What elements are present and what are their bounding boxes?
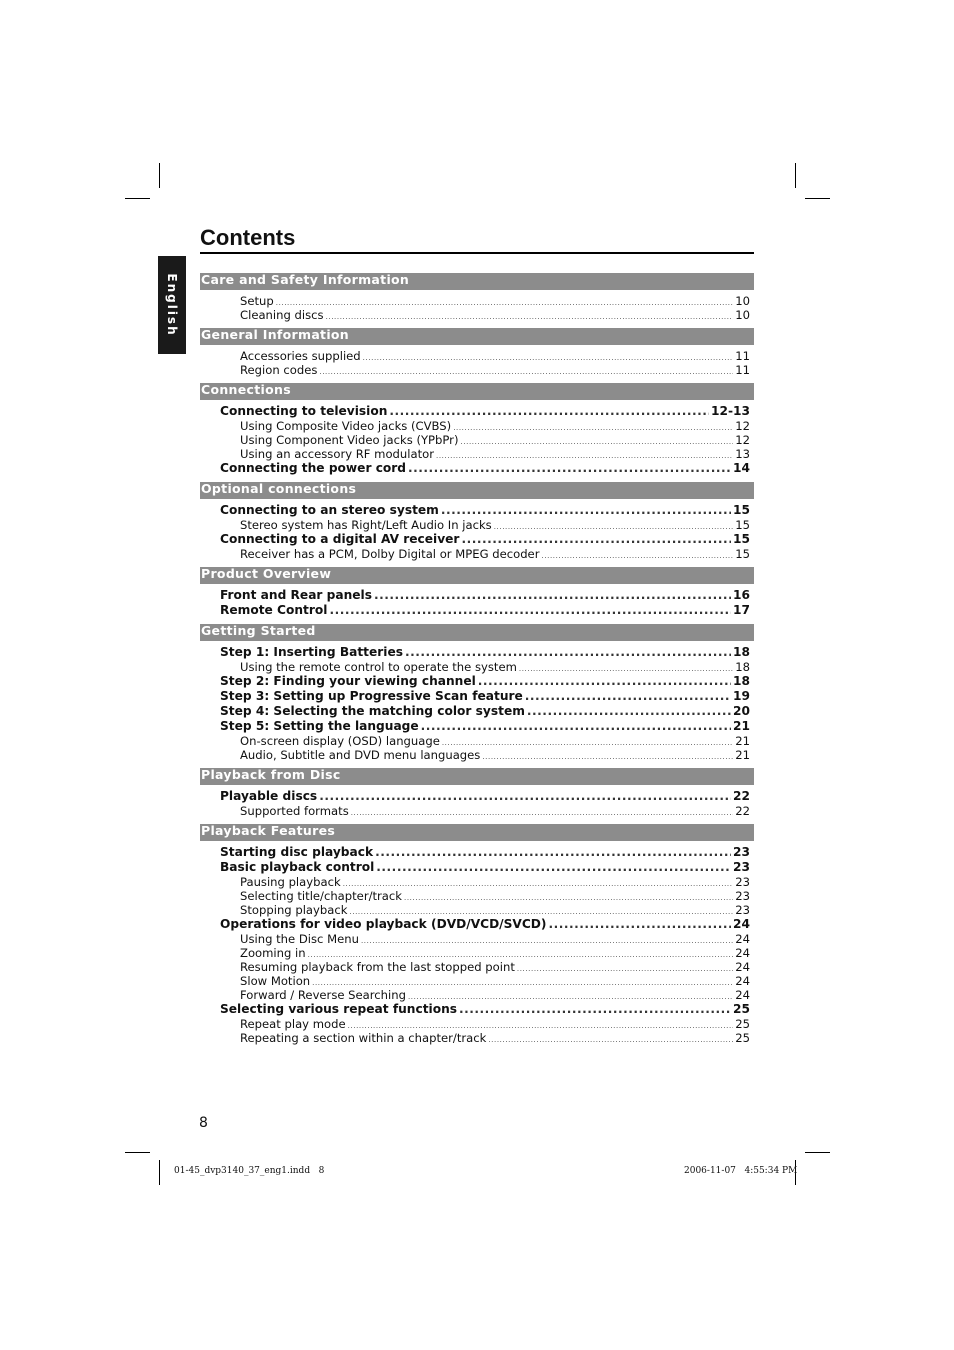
toc-subentry[interactable] [200,748,754,762]
title-underline [200,252,754,254]
table-of-contents [200,273,754,1051]
toc-entry[interactable] [200,603,754,618]
entry-label: Connecting to a digital AV receiver [220,532,460,546]
toc-entry[interactable] [200,532,754,547]
entry-label: Step 1: Inserting Batteries [220,645,403,659]
toc-entry[interactable] [200,1002,754,1017]
dot-leader [329,603,731,618]
dot-leader [548,917,731,932]
entry-page-number: 10 [735,308,750,322]
entry-page-number: 23 [735,889,750,903]
toc-subentry[interactable] [200,294,754,308]
section-heading: Playback from Disc [200,768,754,785]
entry-label: Receiver has a PCM, Dolby Digital or MPEG decoder [240,547,540,561]
section-heading: Getting Started [200,624,754,641]
entry-page-number: 15 [735,547,750,561]
crop-mark [805,198,830,199]
toc-entry[interactable] [200,674,754,689]
entry-page-number: 16 [733,588,750,602]
toc-subentry[interactable] [200,734,754,748]
entry-label: Setup [240,294,274,308]
toc-subentry[interactable] [200,932,754,946]
entry-label: Front and Rear panels [220,588,372,602]
page-number: 8 [199,1115,208,1131]
toc-entry[interactable] [200,789,754,804]
entry-label: Using Component Video jacks (YPbPr) [240,433,459,447]
toc-entry[interactable] [200,588,754,603]
entry-page-number: 24 [735,946,750,960]
dot-leader [541,547,733,563]
toc-subentry[interactable] [200,349,754,363]
entry-page-number: 11 [735,349,750,363]
entry-label: Using Composite Video jacks (CVBS) [240,419,452,433]
entry-label: On-screen display (OSD) language [240,734,440,748]
entry-page-number: 15 [733,532,750,546]
section-heading: Product Overview [200,567,754,584]
entry-label: Step 2: Finding your viewing channel [220,674,476,688]
toc-entry[interactable] [200,845,754,860]
toc-subentry[interactable] [200,960,754,974]
language-tab-label: English [165,273,179,337]
entry-page-number: 25 [733,1002,750,1016]
toc-subentry[interactable] [200,889,754,903]
entry-label: Using an accessory RF modulator [240,447,434,461]
entry-page-number: 12 [735,433,750,447]
section-heading: Connections [200,383,754,400]
dot-leader [376,860,731,875]
toc-section [200,482,754,567]
footer-file-name: 01-45_dvp3140_37_eng1.indd 8 [174,1166,325,1176]
entry-page-number: 15 [735,518,750,532]
entry-label: Audio, Subtitle and DVD menu languages [240,748,481,762]
toc-subentry[interactable] [200,1031,754,1045]
dot-leader [319,363,733,379]
entry-label: Connecting to an stereo system [220,503,439,517]
entry-label: Step 5: Setting the language [220,719,419,733]
entry-page-number: 15 [733,503,750,517]
entry-page-number: 10 [735,294,750,308]
entry-page-number: 14 [733,461,750,475]
entry-page-number: 25 [735,1031,750,1045]
toc-section [200,567,754,624]
toc-entry[interactable] [200,645,754,660]
entry-label: Repeat play mode [240,1017,346,1031]
entry-page-number: 18 [735,660,750,674]
toc-subentry[interactable] [200,419,754,433]
toc-subentry[interactable] [200,946,754,960]
entry-label: Selecting title/chapter/track [240,889,402,903]
entry-label: Basic playback control [220,860,375,874]
section-heading: General Information [200,328,754,345]
entry-page-number: 24 [733,917,750,931]
toc-subentry[interactable] [200,974,754,988]
entry-label: Playable discs [220,789,318,803]
toc-subentry[interactable] [200,447,754,461]
entry-page-number: 23 [733,845,750,859]
entry-page-number: 17 [733,603,750,617]
entry-label: Connecting the power cord [220,461,407,475]
entry-label: Stereo system has Right/Left Audio In jacks [240,518,492,532]
entry-page-number: 18 [733,645,750,659]
toc-subentry[interactable] [200,547,754,561]
entry-label: Operations for video playback (DVD/VCD/SVCD) [220,917,547,931]
dot-leader [374,588,731,603]
toc-subentry[interactable] [200,903,754,917]
toc-entry[interactable] [200,689,754,704]
dot-leader [459,1002,731,1017]
toc-entry[interactable] [200,719,754,734]
toc-section [200,383,754,482]
toc-subentry[interactable] [200,518,754,532]
entry-label: Pausing playback [240,875,341,889]
toc-subentry[interactable] [200,363,754,377]
entry-label: Cleaning discs [240,308,324,322]
crop-mark [159,163,160,188]
entry-label: Starting disc playback [220,845,374,859]
entry-label: Using the Disc Menu [240,932,359,946]
toc-subentry[interactable] [200,875,754,889]
entry-page-number: 23 [735,875,750,889]
toc-section [200,328,754,383]
page-title: Contents [200,225,296,250]
toc-subentry[interactable] [200,804,754,818]
entry-label: Step 3: Setting up Progressive Scan feature [220,689,523,703]
toc-section [200,768,754,824]
dot-leader [525,689,731,704]
toc-entry[interactable] [200,404,754,419]
crop-mark [805,1152,830,1153]
entry-page-number: 22 [733,789,750,803]
entry-page-number: 25 [735,1017,750,1031]
dot-leader [408,461,731,476]
toc-entry[interactable] [200,503,754,518]
toc-entry[interactable] [200,704,754,719]
dot-leader [351,804,734,820]
entry-label: Using the remote control to operate the system [240,660,517,674]
toc-section [200,824,754,1051]
entry-label: Step 4: Selecting the matching color system [220,704,525,718]
footer-timestamp: 2006-11-07 4:55:34 PM [684,1166,798,1176]
toc-section [200,273,754,328]
toc-entry[interactable] [200,461,754,476]
entry-page-number: 24 [735,960,750,974]
entry-page-number: 21 [735,734,750,748]
dot-leader [441,503,731,518]
entry-page-number: 22 [735,804,750,818]
dot-leader [326,308,734,324]
toc-entry[interactable] [200,917,754,932]
entry-page-number: 23 [733,860,750,874]
entry-page-number: 12 [735,419,750,433]
language-tab [158,256,186,354]
dot-leader [527,704,731,719]
entry-label: Slow Motion [240,974,311,988]
entry-label: Zooming in [240,946,306,960]
crop-mark [125,198,150,199]
entry-label: Resuming playback from the last stopped point [240,960,515,974]
dot-leader [461,532,731,547]
entry-page-number: 18 [733,674,750,688]
entry-page-number: 13 [735,447,750,461]
crop-mark [125,1152,150,1153]
toc-subentry[interactable] [200,1017,754,1031]
toc-entry[interactable] [200,860,754,875]
entry-label: Supported formats [240,804,349,818]
dot-leader [478,674,731,689]
section-heading: Care and Safety Information [200,273,754,290]
dot-leader [389,404,709,419]
dot-leader [482,748,733,764]
crop-mark [795,163,796,188]
toc-subentry[interactable] [200,308,754,322]
entry-label: Connecting to television [220,404,388,418]
dot-leader [319,789,731,804]
toc-subentry[interactable] [200,988,754,1002]
entry-page-number: 12-13 [711,404,750,418]
dot-leader [421,719,731,734]
entry-page-number: 23 [735,903,750,917]
dot-leader [488,1031,733,1047]
entry-label: Stopping playback [240,903,348,917]
toc-subentry[interactable] [200,660,754,674]
entry-label: Repeating a section within a chapter/track [240,1031,487,1045]
dot-leader [405,645,731,660]
toc-section [200,624,754,768]
entry-page-number: 24 [735,974,750,988]
entry-page-number: 24 [735,932,750,946]
entry-page-number: 21 [733,719,750,733]
section-heading: Playback Features [200,824,754,841]
entry-label: Selecting various repeat functions [220,1002,458,1016]
entry-label: Forward / Reverse Searching [240,988,406,1002]
toc-subentry[interactable] [200,433,754,447]
crop-mark [159,1160,160,1185]
entry-label: Remote Control [220,603,328,617]
section-heading: Optional connections [200,482,754,499]
entry-page-number: 24 [735,988,750,1002]
entry-page-number: 20 [733,704,750,718]
entry-label: Region codes [240,363,318,377]
entry-page-number: 21 [735,748,750,762]
entry-label: Accessories supplied [240,349,361,363]
dot-leader [375,845,731,860]
entry-page-number: 11 [735,363,750,377]
entry-page-number: 19 [733,689,750,703]
